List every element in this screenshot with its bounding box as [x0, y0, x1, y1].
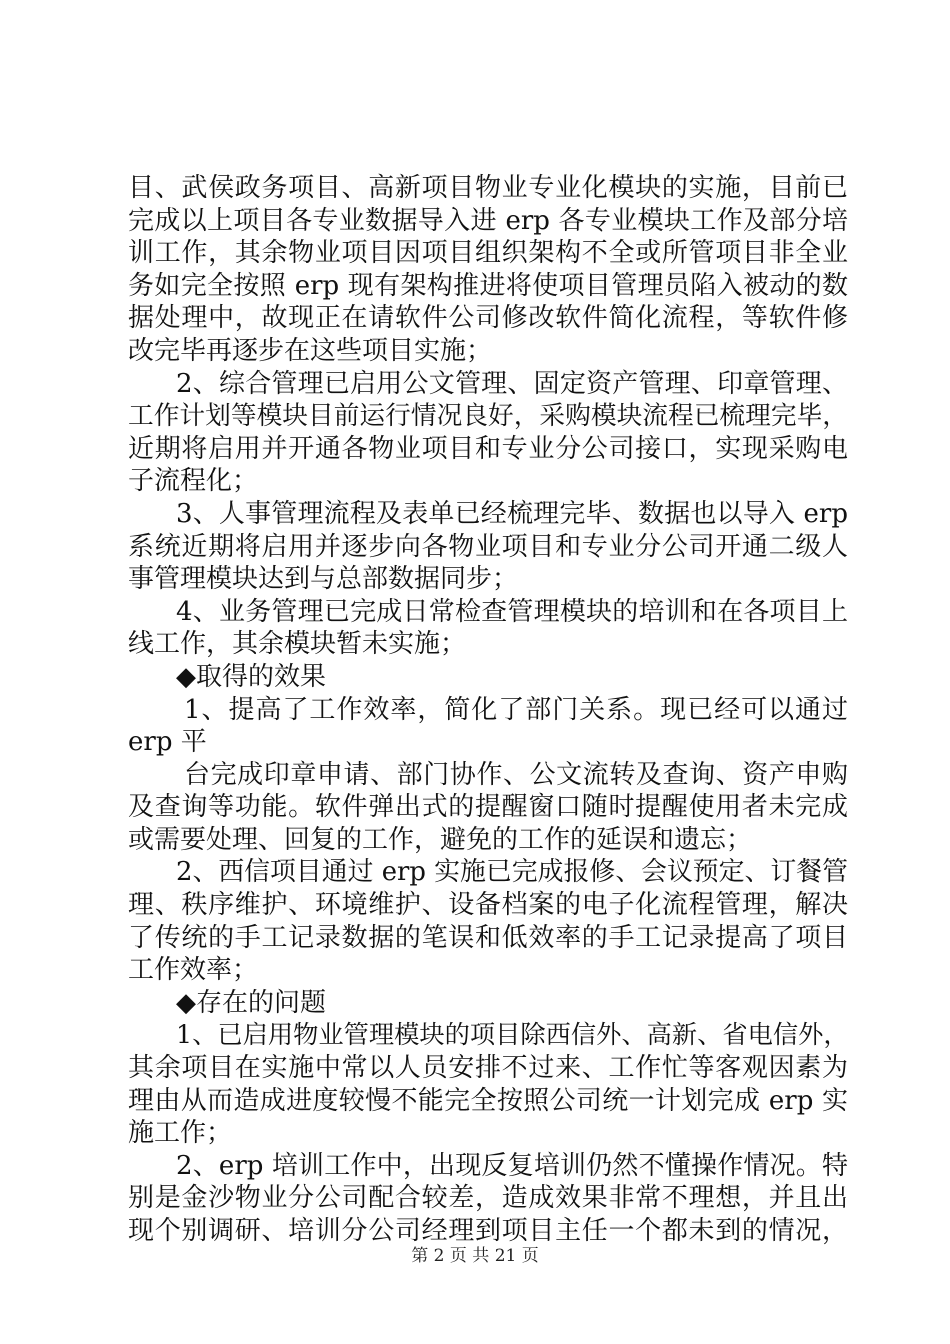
text-line: 2、综合管理已启用公文管理、固定资产管理、印章管理、 — [176, 368, 848, 399]
text-line: ◆取得的效果 — [176, 661, 326, 692]
text-line: 工作计划等模块目前运行情况良好，采购模块流程已梳理完毕， — [128, 401, 848, 432]
text-line: 近期将启用并开通各物业项目和专业分公司接口，实现采购电 — [128, 433, 848, 464]
text-line: 台完成印章申请、部门协作、公文流转及查询、资产申购 — [184, 759, 848, 790]
text-line: 4、业务管理已完成日常检查管理模块的培训和在各项目上 — [176, 596, 848, 627]
text-line: 据处理中，故现正在请软件公司修改软件简化流程，等软件修 — [128, 303, 848, 334]
text-line: 1、已启用物业管理模块的项目除西信外、高新、省电信外， — [176, 1020, 849, 1050]
page-footer: 第 2 页 共 21 页 — [411, 1246, 539, 1266]
text-line: 其余项目在实施中常以人员安排不过来、工作忙等客观因素为 — [128, 1053, 848, 1084]
text-line: 务如完全按照 erp 现有架构推进将使项目管理员陷入被动的数 — [128, 270, 848, 301]
text-line: 目、武侯政务项目、高新项目物业专业化模块的实施，目前已 — [128, 173, 848, 203]
text-line: 系统近期将启用并逐步向各物业项目和专业分公司开通二级人 — [128, 531, 848, 562]
text-line: 了传统的手工记录数据的笔误和低效率的手工记录提高了项目 — [128, 922, 848, 953]
text-line: 理、秩序维护、环境维护、设备档案的电子化流程管理，解决 — [128, 890, 848, 921]
text-line: 工作效率； — [128, 955, 259, 986]
text-line: ◆存在的问题 — [176, 987, 326, 1018]
text-line: erp 平 — [128, 727, 207, 758]
text-line: 及查询等功能。软件弹出式的提醒窗口随时提醒使用者未完成 — [128, 792, 848, 823]
text-line: 现个别调研、培训分公司经理到项目主任一个都未到的情况， — [128, 1216, 848, 1246]
text-line: 2、erp 培训工作中，出现反复培训仍然不懂操作情况。特 — [176, 1150, 848, 1181]
text-line: 理由从而造成进度较慢不能完全按照公司统一计划完成 erp 实 — [128, 1085, 848, 1116]
text-line: 训工作，其余物业项目因项目组织架构不全或所管项目非全业 — [128, 238, 848, 269]
text-line: 施工作； — [128, 1118, 233, 1149]
document-body — [128, 172, 848, 1248]
text-line: 完成以上项目各专业数据导入进 erp 各专业模块工作及部分培 — [128, 205, 848, 236]
text-line: 1、提高了工作效率，简化了部门关系。现已经可以通过 — [184, 694, 848, 725]
text-line: 改完毕再逐步在这些项目实施； — [128, 335, 493, 366]
text-line: 或需要处理、回复的工作，避免的工作的延误和遗忘； — [128, 824, 753, 855]
text-line: 别是金沙物业分公司配合较差，造成效果非常不理想，并且出 — [128, 1183, 848, 1214]
text-line: 子流程化； — [128, 466, 259, 497]
text-line: 线工作，其余模块暂未实施； — [128, 629, 467, 660]
text-line: 事管理模块达到与总部数据同步； — [128, 564, 519, 595]
text-line: 3、人事管理流程及表单已经梳理完毕、数据也以导入 erp — [176, 498, 848, 529]
text-line: 2、西信项目通过 erp 实施已完成报修、会议预定、订餐管 — [176, 857, 848, 888]
